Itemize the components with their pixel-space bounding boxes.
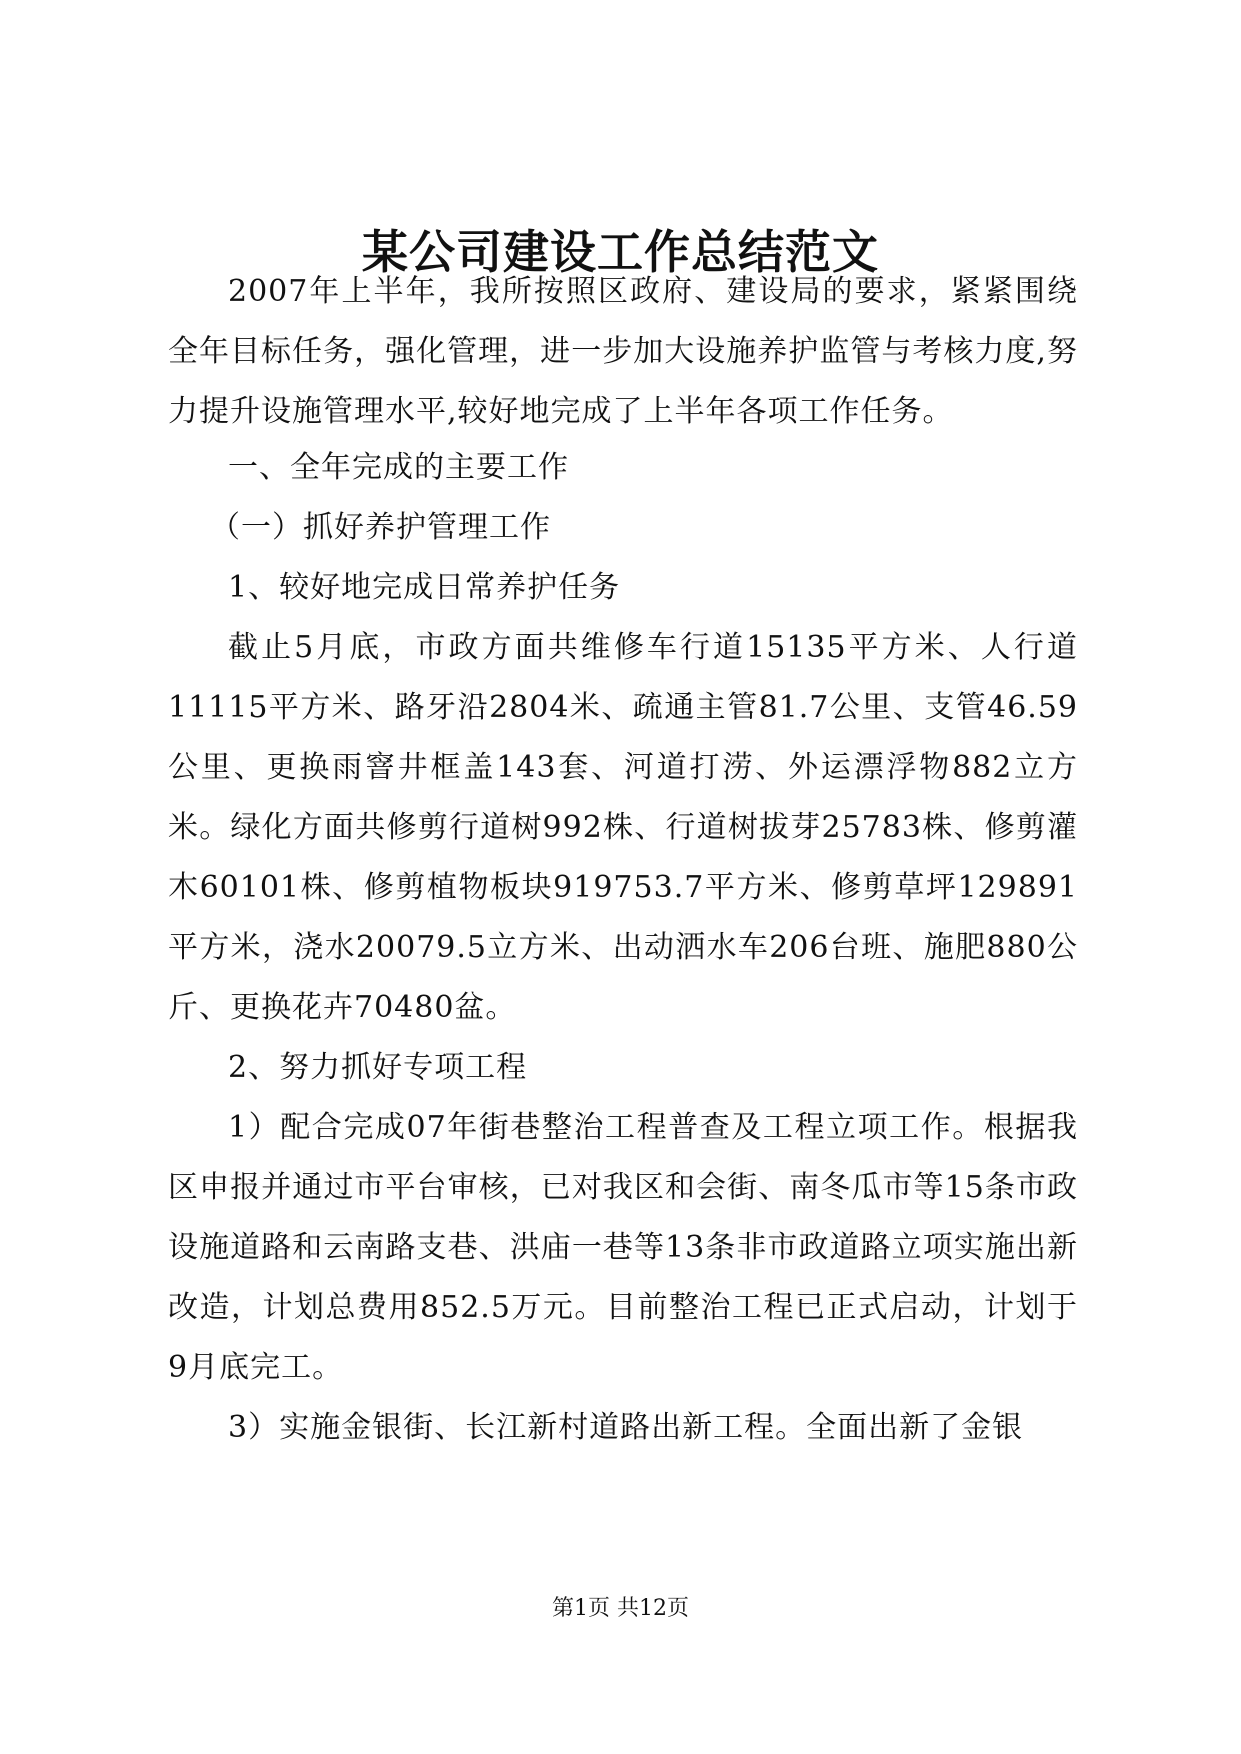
page-footer: 第1页 共12页 bbox=[552, 1596, 689, 1621]
intro-paragraph: 2007年上半年，我所按照区政府、建设局的要求，紧紧围绕全年目标任务，强化管理，进一步加大设施养护监管与考核力度,努力提升设施管理水平,较好地完成了上半年各项工作任务。 bbox=[168, 274, 1078, 429]
subsection-heading-1: （一）抓好养护管理工作 bbox=[210, 510, 551, 545]
item-2-3-paragraph: 3）实施金银街、长江新村道路出新工程。全面出新了金银 bbox=[228, 1410, 1024, 1445]
item-1-paragraph: 截止5月底，市政方面共维修车行道15135平方米、人行道11115平方米、路牙沿2804米、疏通主管81.7公里、支管46.59公里、更换雨窨井框盖143套、河道打涝、外运漂浮物882立方米。绿化方面共修剪行道树992株、行道树拔芽25783株、修剪灌木60101株、修剪植物板块919753.7平方米、修剪草坪129891平方米，浇水20079.5立方米、出动洒水车206台班、施肥880公斤、更换花卉70480盆。 bbox=[168, 630, 1078, 1025]
section-heading-1: 一、全年完成的主要工作 bbox=[228, 450, 569, 485]
document-body bbox=[168, 262, 1078, 1458]
item-2-1-paragraph: 1）配合完成07年街巷整治工程普查及工程立项工作。根据我区申报并通过市平台审核，已对我区和会街、南冬瓜市等15条市政设施道路和云南路支巷、洪庙一巷等13条非市政道路立项实施出新改造，计划总费用852.5万元。目前整治工程已正式启动，计划于9月底完工。 bbox=[168, 1110, 1078, 1385]
item-heading-2: 2、努力抓好专项工程 bbox=[228, 1050, 528, 1085]
item-heading-1: 1、较好地完成日常养护任务 bbox=[228, 570, 621, 605]
document-title: 某公司建设工作总结范文 bbox=[362, 225, 879, 279]
